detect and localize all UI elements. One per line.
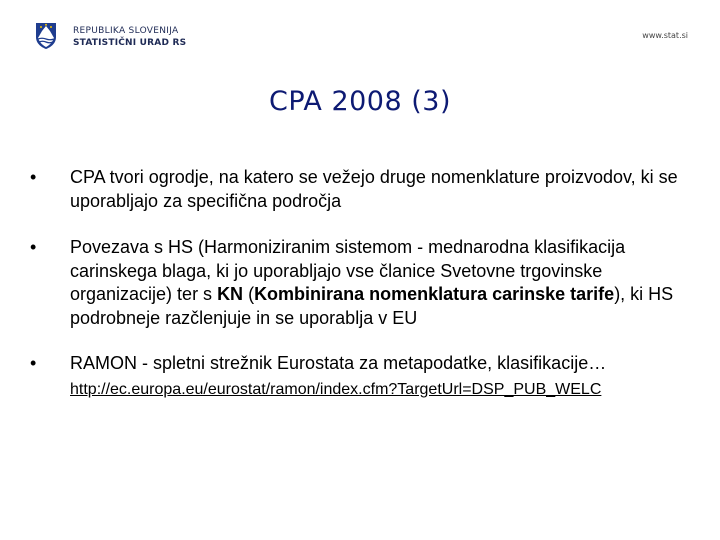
bullet-item [30,236,702,330]
bullet-marker: • [30,237,37,257]
slide-title: CPA 2008 (3) [268,86,451,117]
bullet-list [30,166,702,400]
bullet-text: ( [243,284,255,304]
bullet-item [30,166,702,213]
website-url: www.stat.si [642,31,688,40]
bullet-text: ), ki HS podrobneje razčlenjuje in se uporablja v EU [70,284,674,328]
bullet-text: Povezava s HS (Harmoniziranim sistemom - mednarodna klasifikacija carinskega blaga, ki jo uporabljajo vse članice Svetovne trgovinske organizacije) ter s [70,237,626,304]
bold-term-kn-full: Kombinirana nomenklatura carinske tarife [254,284,615,304]
org-name-line2: STATISTIČNI URAD RS [73,38,187,48]
coat-of-arms-logo-icon [34,22,58,50]
bullet-text: CPA tvori ogrodje, na katero se vežejo druge nomenklature proizvodov, ki se uporabljajo za specifična področja [70,167,678,211]
ramon-link[interactable]: http://ec.europa.eu/eurostat/ramon/index.cfm?TargetUrl=DSP_PUB_WELC [70,380,602,398]
organization-name [73,25,186,49]
bullet-item [30,352,702,400]
bullet-marker: • [30,167,37,187]
org-name-line1: REPUBLIKA SLOVENIJA [73,26,179,36]
bullet-marker: • [30,353,37,373]
bullet-text: RAMON - spletni strežnik Eurostata za metapodatke, klasifikacije… [70,353,607,373]
bold-term-kn: KN [217,284,244,304]
